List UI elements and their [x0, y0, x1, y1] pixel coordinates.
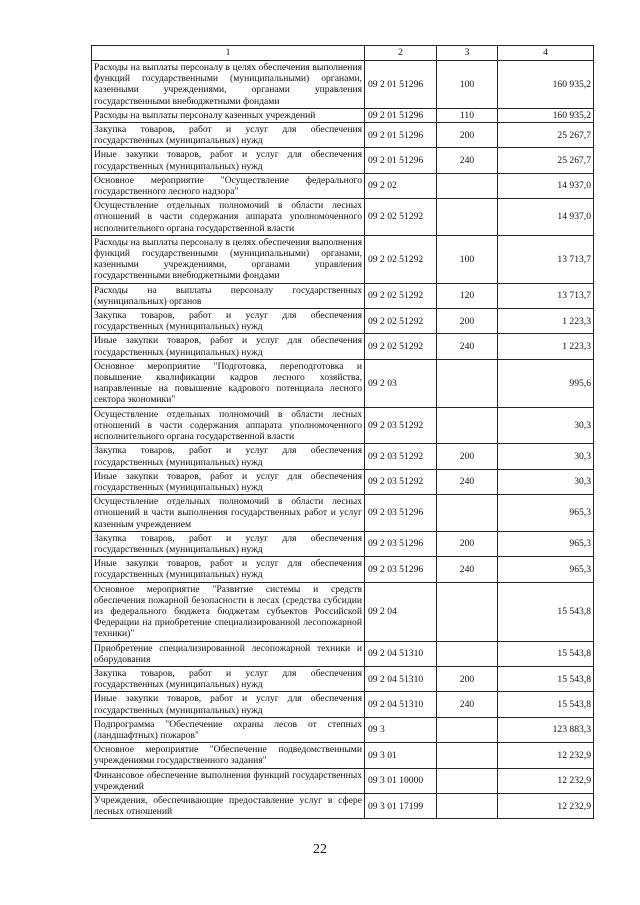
row-name: Закупка товаров, работ и услуг для обеспечения государственных (муниципальных) нужд [92, 309, 365, 334]
table-row [92, 235, 594, 283]
row-amount: 15 543,8 [498, 582, 594, 641]
row-amount: 15 543,8 [498, 641, 594, 666]
table-header-row [92, 46, 594, 61]
row-code: 09 2 02 51292 [365, 334, 437, 359]
table-row [92, 148, 594, 173]
row-expense-type: 200 [437, 444, 498, 469]
row-expense-type: 110 [437, 108, 498, 122]
row-code: 09 2 04 51310 [365, 641, 437, 666]
row-amount: 965,3 [498, 557, 594, 582]
page-number: 22 [313, 842, 327, 857]
row-expense-type: 100 [437, 61, 498, 109]
row-name: Учреждения, обеспечивающие предоставление услуг в сфере лесных отношений [92, 793, 365, 818]
row-amount: 30,3 [498, 469, 594, 494]
row-code: 09 2 02 51292 [365, 199, 437, 236]
row-name: Иные закупки товаров, работ и услуг для обеспечения государственных (муниципальных) нужд [92, 557, 365, 582]
row-amount: 965,3 [498, 531, 594, 556]
table-row [92, 557, 594, 582]
row-amount: 14 937,0 [498, 173, 594, 198]
row-code: 09 2 02 51292 [365, 283, 437, 308]
row-amount: 15 543,8 [498, 692, 594, 717]
row-name: Иные закупки товаров, работ и услуг для обеспечения государственных (муниципальных) нужд [92, 334, 365, 359]
row-name: Иные закупки товаров, работ и услуг для обеспечения государственных (муниципальных) нужд [92, 692, 365, 717]
row-expense-type [437, 199, 498, 236]
row-name: Осуществление отдельных полномочий в области лесных отношений в части содержания аппарата уполномоченного исполнительного органа государственной власти [92, 407, 365, 444]
row-expense-type: 240 [437, 148, 498, 173]
row-name: Финансовое обеспечение выполнения функций государственных учреждений [92, 768, 365, 793]
row-name: Закупка товаров, работ и услуг для обеспечения государственных (муниципальных) нужд [92, 444, 365, 469]
row-expense-type [437, 743, 498, 768]
table-row [92, 407, 594, 444]
row-code: 09 3 01 [365, 743, 437, 768]
row-code: 09 2 03 51296 [365, 557, 437, 582]
row-name: Основное мероприятие "Обеспечение подведомственными учреждениями государственного задания" [92, 743, 365, 768]
row-code: 09 2 04 [365, 582, 437, 641]
row-amount: 12 232,9 [498, 743, 594, 768]
row-name: Осуществление отдельных полномочий в области лесных отношений в части содержания аппарата уполномоченного исполнительного органа государственной власти [92, 199, 365, 236]
row-expense-type: 120 [437, 283, 498, 308]
row-name: Приобретение специализированной лесопожарной техники и оборудования [92, 641, 365, 666]
row-code: 09 2 04 51310 [365, 666, 437, 691]
row-amount: 14 937,0 [498, 199, 594, 236]
row-amount: 1 223,3 [498, 309, 594, 334]
row-expense-type [437, 768, 498, 793]
table-row [92, 495, 594, 532]
row-name: Иные закупки товаров, работ и услуг для обеспечения государственных (муниципальных) нужд [92, 469, 365, 494]
table-row [92, 334, 594, 359]
row-code: 09 2 01 51296 [365, 148, 437, 173]
row-expense-type: 100 [437, 235, 498, 283]
row-amount: 25 267,7 [498, 148, 594, 173]
row-amount: 123 883,3 [498, 717, 594, 742]
row-name: Основное мероприятие "Развитие системы и средств обеспечения пожарной безопасности в лесах (средства субсидии из федерального бюджета бюджетам субъектов Российской Федерации на приобретение специализированной лесопожарной техники)" [92, 582, 365, 641]
table-row [92, 123, 594, 148]
table-row [92, 199, 594, 236]
row-amount: 1 223,3 [498, 334, 594, 359]
budget-table [91, 45, 594, 819]
column-header: 3 [437, 46, 498, 61]
row-code: 09 2 03 51292 [365, 469, 437, 494]
table-row [92, 692, 594, 717]
row-amount: 25 267,7 [498, 123, 594, 148]
table-row [92, 359, 594, 407]
table-row [92, 469, 594, 494]
row-name: Расходы на выплаты персоналу государственных (муниципальных) органов [92, 283, 365, 308]
table-row [92, 641, 594, 666]
row-code: 09 2 03 51292 [365, 407, 437, 444]
row-name: Иные закупки товаров, работ и услуг для обеспечения государственных (муниципальных) нужд [92, 148, 365, 173]
row-code: 09 3 01 17199 [365, 793, 437, 818]
table-row [92, 531, 594, 556]
row-expense-type: 240 [437, 469, 498, 494]
row-name: Закупка товаров, работ и услуг для обеспечения государственных (муниципальных) нужд [92, 531, 365, 556]
table-row [92, 309, 594, 334]
row-name: Закупка товаров, работ и услуг для обеспечения государственных (муниципальных) нужд [92, 123, 365, 148]
row-name: Расходы на выплаты персоналу в целях обеспечения выполнения функций государственными (муниципальными) органами, казенными учреждениями, органами управления государственными внебюджетными фондами [92, 235, 365, 283]
row-amount: 30,3 [498, 444, 594, 469]
row-amount: 160 935,2 [498, 108, 594, 122]
row-expense-type: 200 [437, 309, 498, 334]
column-header: 1 [92, 46, 365, 61]
row-code: 09 2 03 51296 [365, 495, 437, 532]
row-amount: 30,3 [498, 407, 594, 444]
row-name: Расходы на выплаты персоналу казенных учреждений [92, 108, 365, 122]
row-amount: 12 232,9 [498, 768, 594, 793]
row-code: 09 3 [365, 717, 437, 742]
row-code: 09 2 01 51296 [365, 108, 437, 122]
row-expense-type: 240 [437, 334, 498, 359]
row-code: 09 3 01 10000 [365, 768, 437, 793]
row-name: Основное мероприятие "Подготовка, переподготовка и повышение квалификации кадров лесного хозяйства, направленные на повышение кадрового потенциала лесного сектора экономики" [92, 359, 365, 407]
row-amount: 15 543,8 [498, 666, 594, 691]
row-expense-type [437, 717, 498, 742]
row-expense-type: 200 [437, 531, 498, 556]
table-row [92, 666, 594, 691]
column-header: 2 [365, 46, 437, 61]
row-amount: 965,3 [498, 495, 594, 532]
row-code: 09 2 01 51296 [365, 123, 437, 148]
row-code: 09 2 02 51292 [365, 309, 437, 334]
row-amount: 13 713,7 [498, 283, 594, 308]
row-expense-type [437, 495, 498, 532]
row-code: 09 2 02 51292 [365, 235, 437, 283]
table-row [92, 444, 594, 469]
row-expense-type [437, 173, 498, 198]
table-row [92, 108, 594, 122]
row-expense-type: 240 [437, 557, 498, 582]
row-name: Основное мероприятие "Осуществление федерального государственного лесного надзора" [92, 173, 365, 198]
row-expense-type [437, 359, 498, 407]
row-code: 09 2 04 51310 [365, 692, 437, 717]
row-expense-type [437, 407, 498, 444]
column-header: 4 [498, 46, 594, 61]
table-row [92, 173, 594, 198]
table-row [92, 743, 594, 768]
row-name: Подпрограмма "Обеспечение охраны лесов от степных (ландшафтных) пожаров" [92, 717, 365, 742]
table-row [92, 61, 594, 109]
row-expense-type [437, 641, 498, 666]
table-row [92, 582, 594, 641]
table-row [92, 768, 594, 793]
row-expense-type [437, 582, 498, 641]
row-code: 09 2 01 51296 [365, 61, 437, 109]
row-code: 09 2 03 51292 [365, 444, 437, 469]
row-amount: 995,6 [498, 359, 594, 407]
row-expense-type: 200 [437, 666, 498, 691]
row-amount: 12 232,9 [498, 793, 594, 818]
row-expense-type: 200 [437, 123, 498, 148]
row-expense-type [437, 793, 498, 818]
row-name: Осуществление отдельных полномочий в области лесных отношений в части выполнения государственных работ и услуг казенным учреждением [92, 495, 365, 532]
row-amount: 160 935,2 [498, 61, 594, 109]
row-name: Закупка товаров, работ и услуг для обеспечения государственных (муниципальных) нужд [92, 666, 365, 691]
table-row [92, 717, 594, 742]
row-code: 09 2 03 [365, 359, 437, 407]
row-code: 09 2 02 [365, 173, 437, 198]
table-row [92, 283, 594, 308]
row-expense-type: 240 [437, 692, 498, 717]
row-name: Расходы на выплаты персоналу в целях обеспечения выполнения функций государственными (муниципальными) органами, казенными учреждениями, органами управления государственными внебюджетными фондами [92, 61, 365, 109]
row-code: 09 2 03 51296 [365, 531, 437, 556]
row-amount: 13 713,7 [498, 235, 594, 283]
table-row [92, 793, 594, 818]
